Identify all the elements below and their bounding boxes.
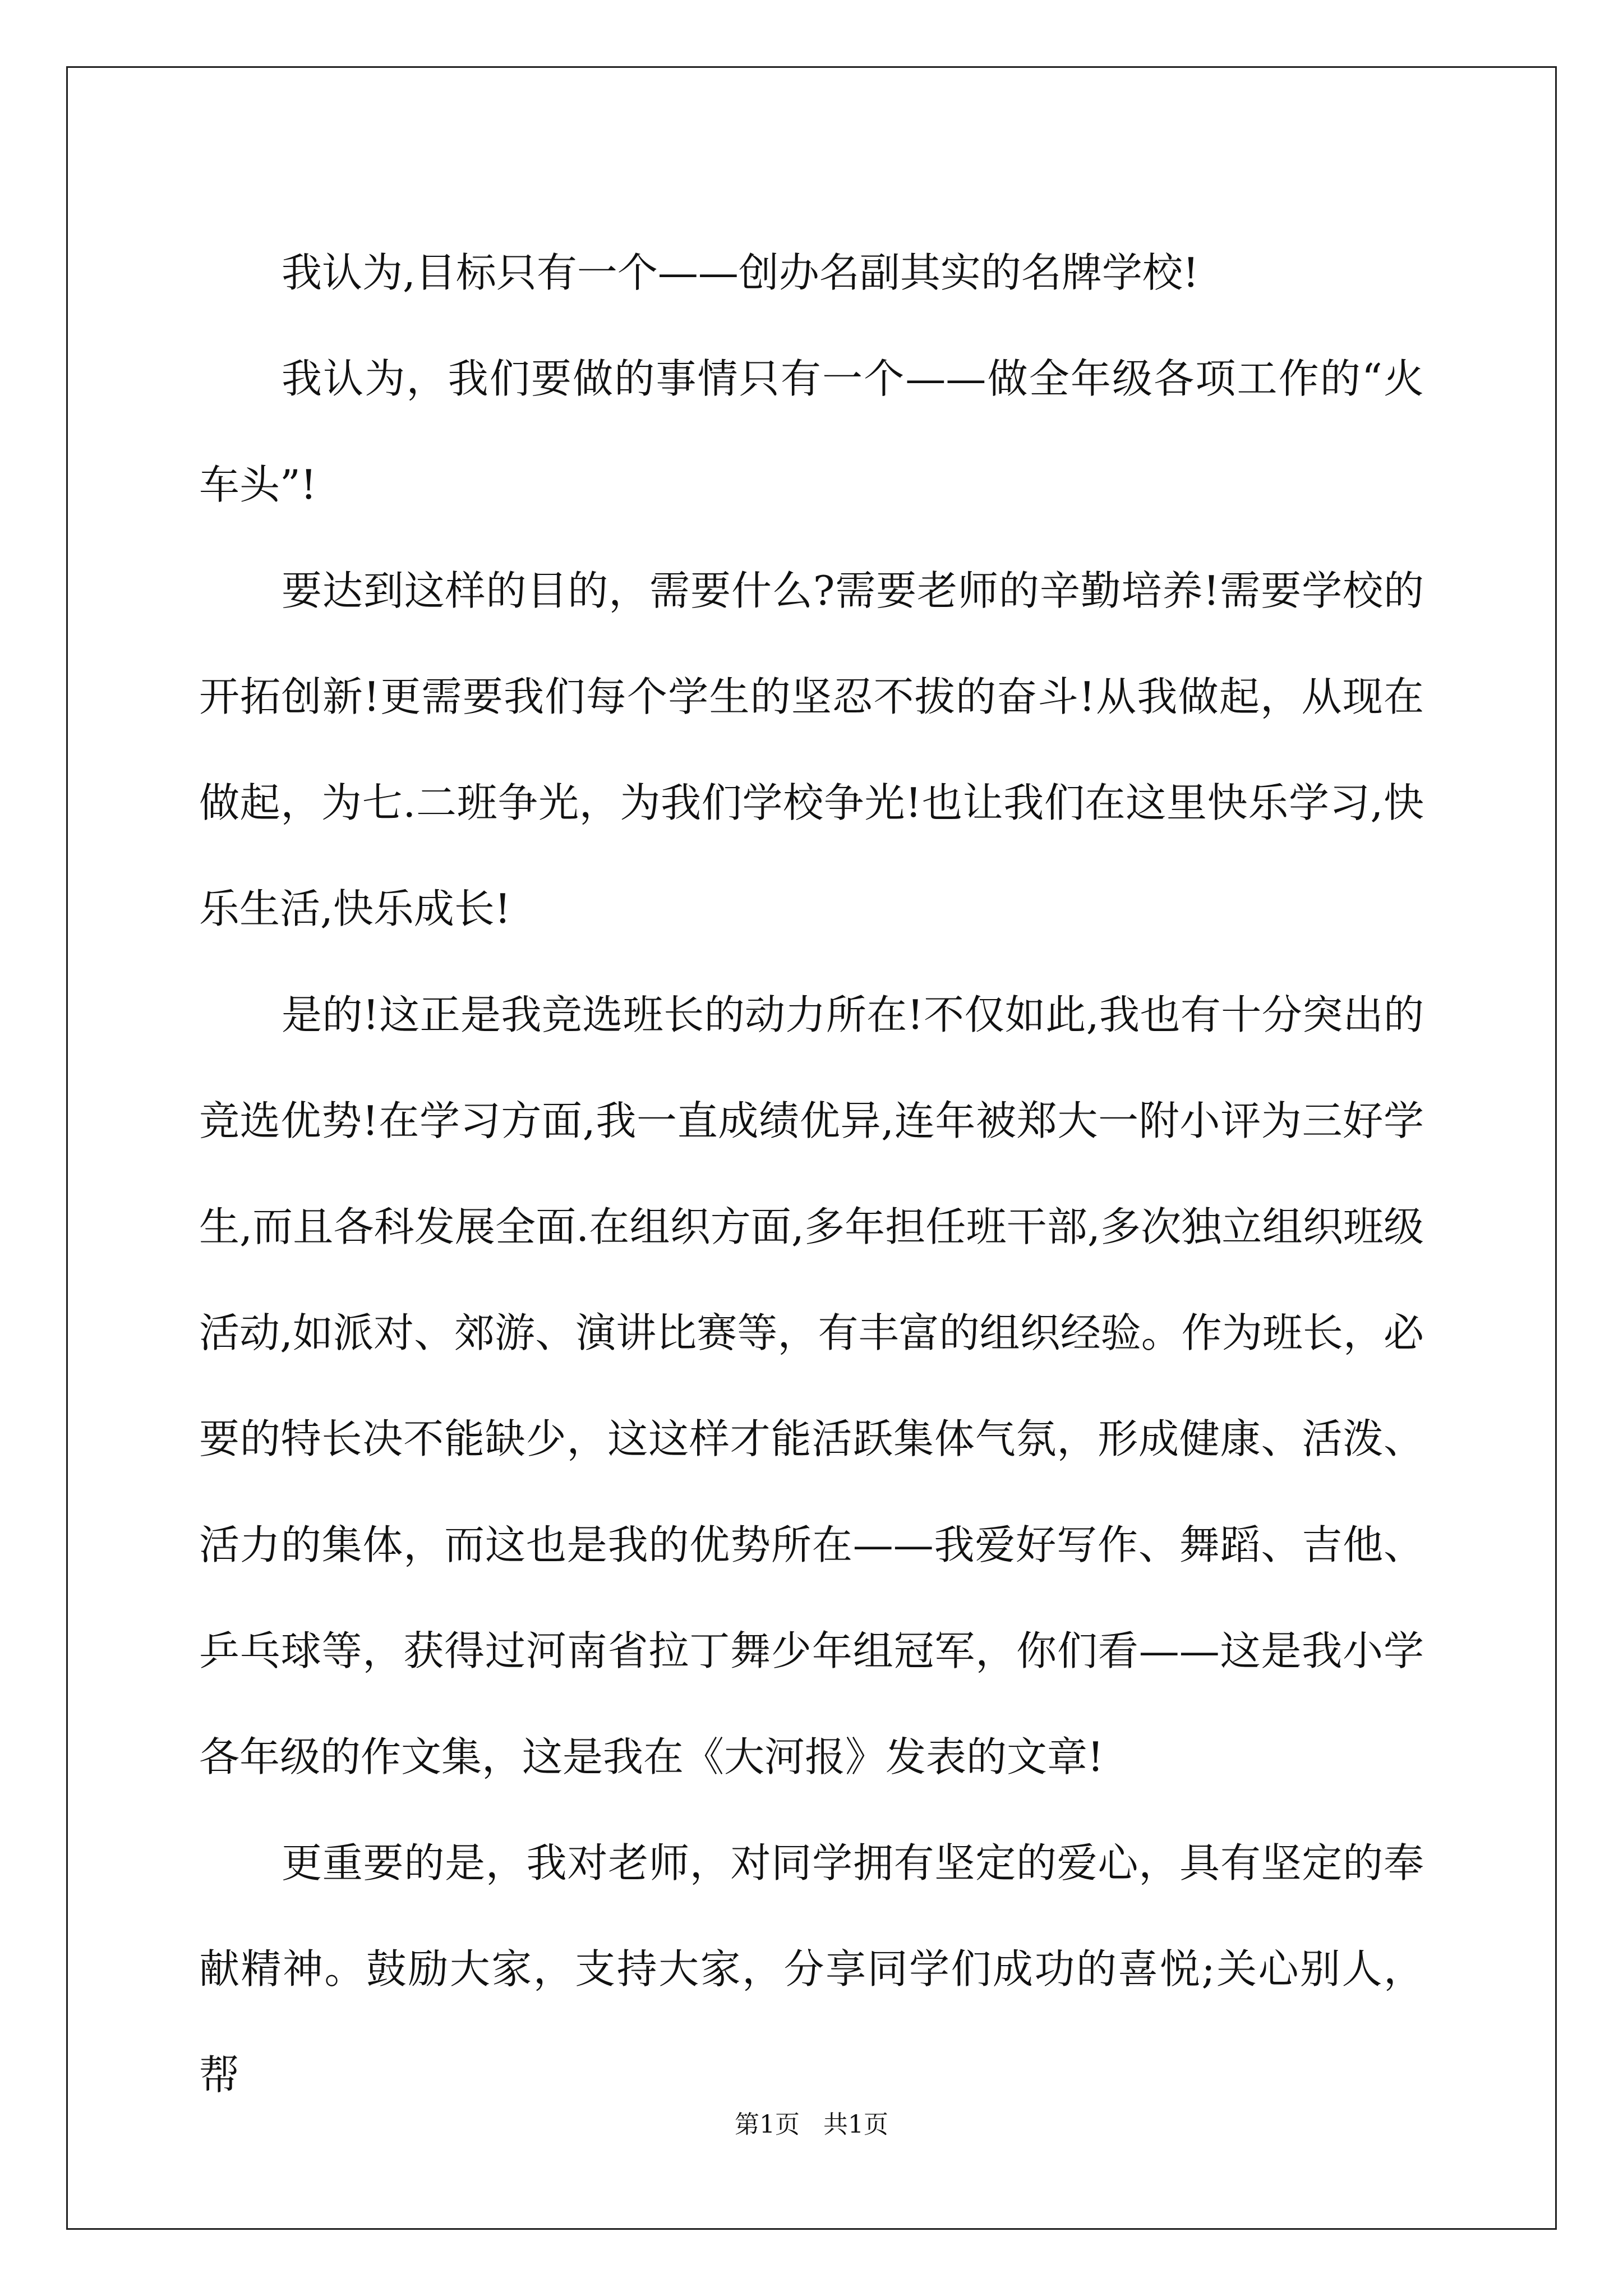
paragraph-1: 我认为,目标只有一个——创办名副其实的名牌学校!: [282, 249, 1199, 296]
paragraph-5: 更重要的是，我对老师，对同学拥有坚定的爱心，具有坚定的奉献精神。鼓励大家，支持大家，分享同学们成功的喜悦;关心别人，帮: [199, 1839, 1424, 2099]
paragraph-4: 是的!这正是我竞选班长的动力所在!不仅如此,我也有十分突出的竞选优势!在学习方面,我一直成绩优异,连年被郑大一附小评为三好学生,而且各科发展全面.在组织方面,多年担任班干部,多次独立组织班级活动,如派对、郊游、演讲比赛等，有丰富的组织经验。作为班长，必要的特长决不能缺少，这这样才能活跃集体气氛，形成健康、活泼、活力的集体，而这也是我的优势所在——我爱好写作、舞蹈、吉他、乒乓球等，获得过河南省拉丁舞少年组冠军，你们看——这是我小学各年级的作文集，这是我在《大河报》发表的文章!: [199, 991, 1424, 1780]
total-pages: 共1页: [823, 2110, 888, 2139]
paragraph-3: 要达到这样的目的，需要什么?需要老师的辛勤培养!需要学校的开拓创新!更需要我们每个学生的坚忍不拔的奋斗!从我做起，从现在做起，为七.二班争光，为我们学校争光!也让我们在这里快乐学习,快乐生活,快乐成长!: [199, 567, 1424, 932]
page-number: 第1页: [735, 2110, 800, 2139]
page-footer: [0, 2108, 1623, 2142]
paragraph-2: 我认为，我们要做的事情只有一个——做全年级各项工作的“火车头”!: [199, 355, 1424, 508]
document-body: [199, 220, 1424, 2128]
